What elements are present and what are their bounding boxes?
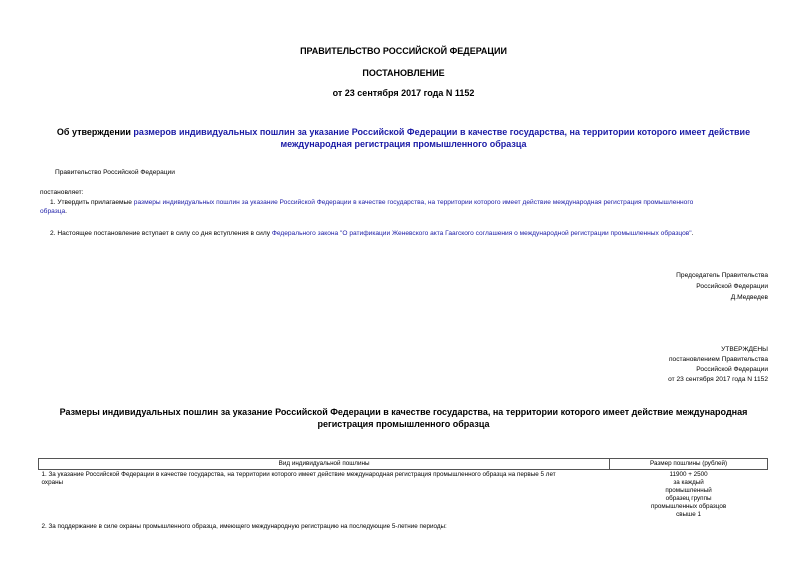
intro-text: Правительство Российской Федерации — [55, 169, 175, 176]
fee-amount-line: за каждый — [673, 479, 704, 486]
title-prefix: Об утверждении — [56, 127, 134, 137]
title-link[interactable]: размеров индивидуальных пошлин за указание Российской Федерации в качестве государства, на территории которого имеет действие — [133, 127, 751, 137]
paragraph-2 — [50, 229, 780, 238]
paragraph-1 — [40, 198, 772, 216]
decrees-text: постановляет: — [40, 189, 84, 196]
approval-line-3: Российской Федерации — [696, 366, 768, 373]
paragraph-2-prefix: 2. Настоящее постановление вступает в силу со дня вступления в силу — [50, 230, 272, 237]
paragraph-1-link[interactable]: размеры индивидуальных пошлин за указание Российской Федерации в качестве государства, на территории которого имеет действие международная регистрация промышленного — [133, 199, 694, 206]
table-row — [39, 470, 768, 521]
title-link-line2[interactable]: международная регистрация промышленного образца — [280, 139, 527, 149]
paragraph-1-link-cont[interactable]: образца — [40, 208, 66, 215]
government-heading: ПРАВИТЕЛЬСТВО РОССИЙСКОЙ ФЕДЕРАЦИИ — [300, 46, 507, 56]
approval-title: УТВЕРЖДЕНЫ — [721, 346, 768, 353]
fees-table — [38, 458, 768, 532]
approval-line-2: постановлением Правительства — [668, 356, 768, 363]
table-header-row — [39, 459, 768, 470]
table-row — [39, 520, 768, 532]
signature-title: Председатель Правительства — [676, 272, 768, 279]
fee-amount-line: свыше 1 — [676, 511, 701, 518]
signature-country: Российской Федерации — [696, 283, 768, 290]
fee-amount-cell — [610, 470, 768, 521]
approval-date: от 23 сентября 2017 года N 1152 — [668, 376, 768, 383]
paragraph-2-suffix: . — [691, 230, 694, 237]
column-header-fee-type: Вид индивидуальной пошлины — [39, 459, 610, 470]
fee-type-cell — [39, 470, 610, 521]
document-title — [0, 126, 807, 150]
signature-block — [560, 270, 768, 303]
appendix-title — [0, 406, 807, 430]
fee-amount-line: 11900 + 2500 — [669, 471, 708, 478]
fee-type-cell: 2. За поддержание в силе охраны промышленного образца, имеющего международную регистрацию на последующие 5-летние периоды: — [41, 523, 447, 530]
document-type-heading: ПОСТАНОВЛЕНИЕ — [362, 68, 445, 78]
fee-type-text-line1: 1. За указание Российской Федерации в качестве государства, на территории которого имеет действие международная регистрация промышленного образца на первые 5 лет — [41, 471, 556, 478]
signature-name: Д.Медведев — [730, 294, 768, 301]
approval-block — [560, 345, 768, 385]
appendix-title-line2: регистрация промышленного образца — [317, 419, 490, 429]
fee-amount-line: промышленный — [665, 487, 712, 494]
paragraph-1-suffix: . — [65, 208, 68, 215]
appendix-title-line1: Размеры индивидуальных пошлин за указание Российской Федерации в качестве государства, на территории которого имеет действие международная — [59, 407, 748, 417]
paragraph-2-link[interactable]: Федерального закона "О ратификации Женевского акта Гаагского соглашения о международной регистрации промышленных образцов" — [271, 230, 692, 237]
fee-amount-line: образец группы — [665, 495, 712, 502]
fee-type-text-line2: охраны — [41, 479, 64, 486]
fee-amount-line: промышленных образцов — [650, 503, 727, 510]
document-date-number: от 23 сентября 2017 года N 1152 — [332, 88, 475, 98]
paragraph-1-prefix: 1. Утвердить прилагаемые — [50, 199, 134, 206]
column-header-fee-amount: Размер пошлины (рублей) — [610, 459, 768, 470]
